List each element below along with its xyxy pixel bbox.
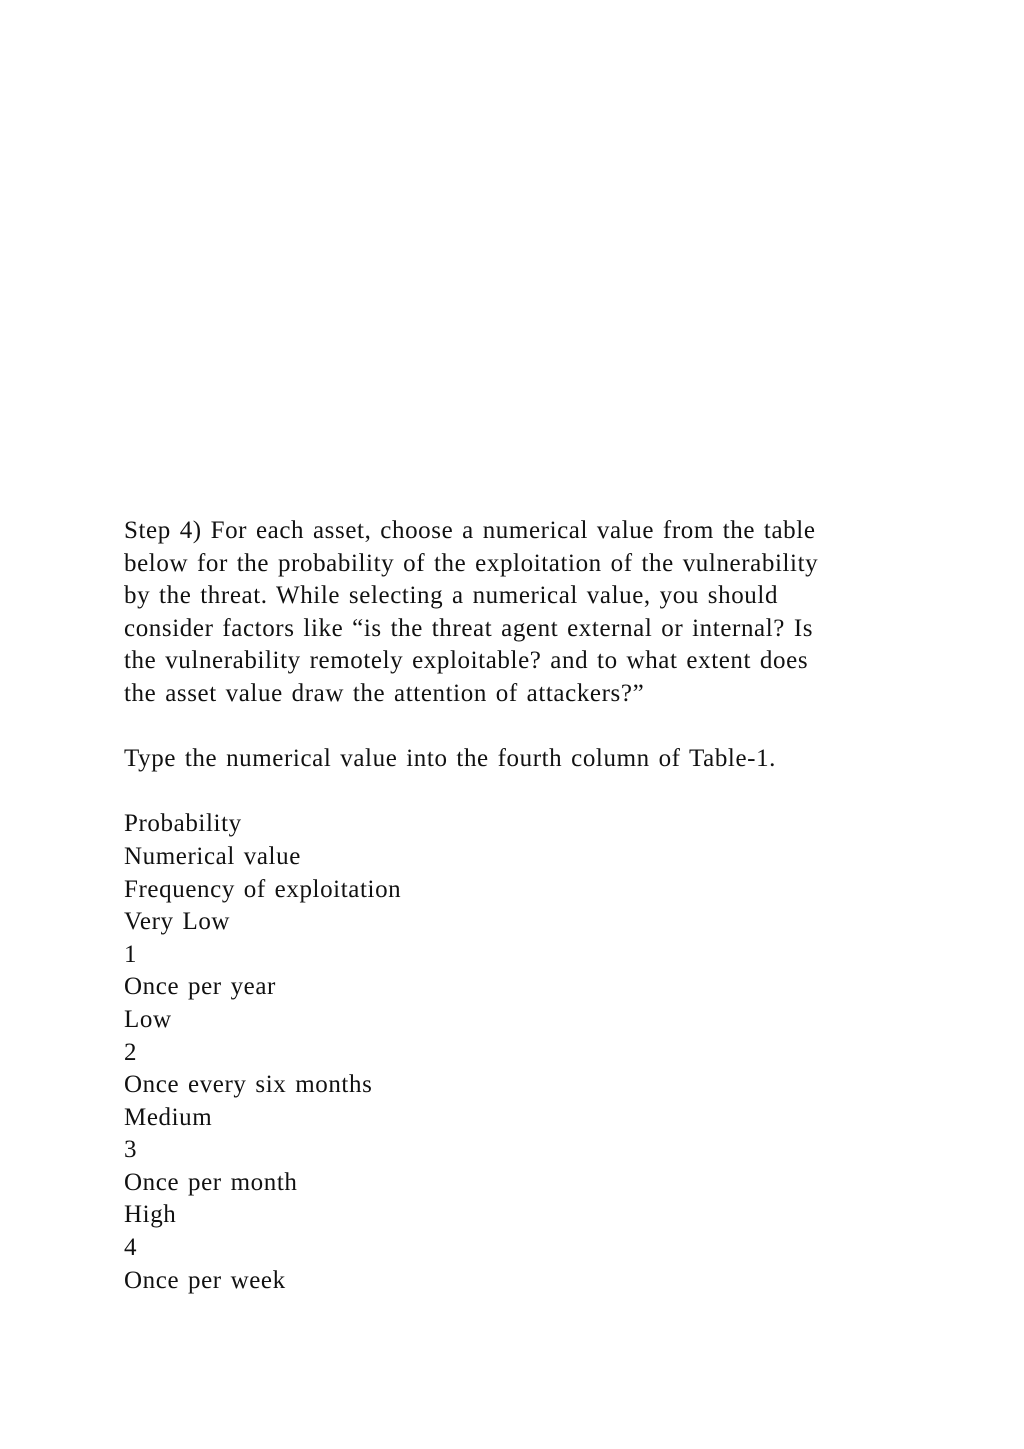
text-line: the asset value draw the attention of attackers?” <box>124 679 645 707</box>
table-cell: Once per month <box>124 1168 298 1196</box>
table-cell: Very Low <box>124 908 231 936</box>
spacer <box>124 711 904 744</box>
table-cell: 3 <box>124 1136 138 1164</box>
text-line: by the threat. While selecting a numerical value, you should <box>124 582 779 610</box>
text-line: below for the probability of the exploitation of the vulnerability <box>124 549 819 577</box>
table-header-frequency: Frequency of exploitation <box>124 875 402 903</box>
table-cell: Once per year <box>124 973 276 1001</box>
table-cell: Low <box>124 1005 172 1033</box>
instruction-paragraph <box>124 515 904 711</box>
spacer <box>124 776 904 809</box>
table-cell: Once per week <box>124 1266 286 1294</box>
type-instruction: Type the numerical value into the fourth column of Table-1. <box>124 745 777 773</box>
table-cell: 1 <box>124 940 138 968</box>
text-line: Step 4) For each asset, choose a numerical value from the table <box>124 517 816 544</box>
table-header-numerical-value: Numerical value <box>124 842 301 870</box>
text-line: consider factors like “is the threat agent external or internal? Is <box>124 614 814 642</box>
table-cell: Once every six months <box>124 1071 373 1099</box>
text-line: the vulnerability remotely exploitable? and to what extent does <box>124 647 809 675</box>
table-cell: High <box>124 1201 177 1229</box>
table-cell: 2 <box>124 1038 138 1066</box>
table-cell: 4 <box>124 1234 138 1262</box>
document-body <box>124 515 904 1297</box>
table-header-probability: Probability <box>124 810 242 838</box>
table-cell: Medium <box>124 1103 213 1131</box>
probability-table-text <box>124 808 904 1297</box>
